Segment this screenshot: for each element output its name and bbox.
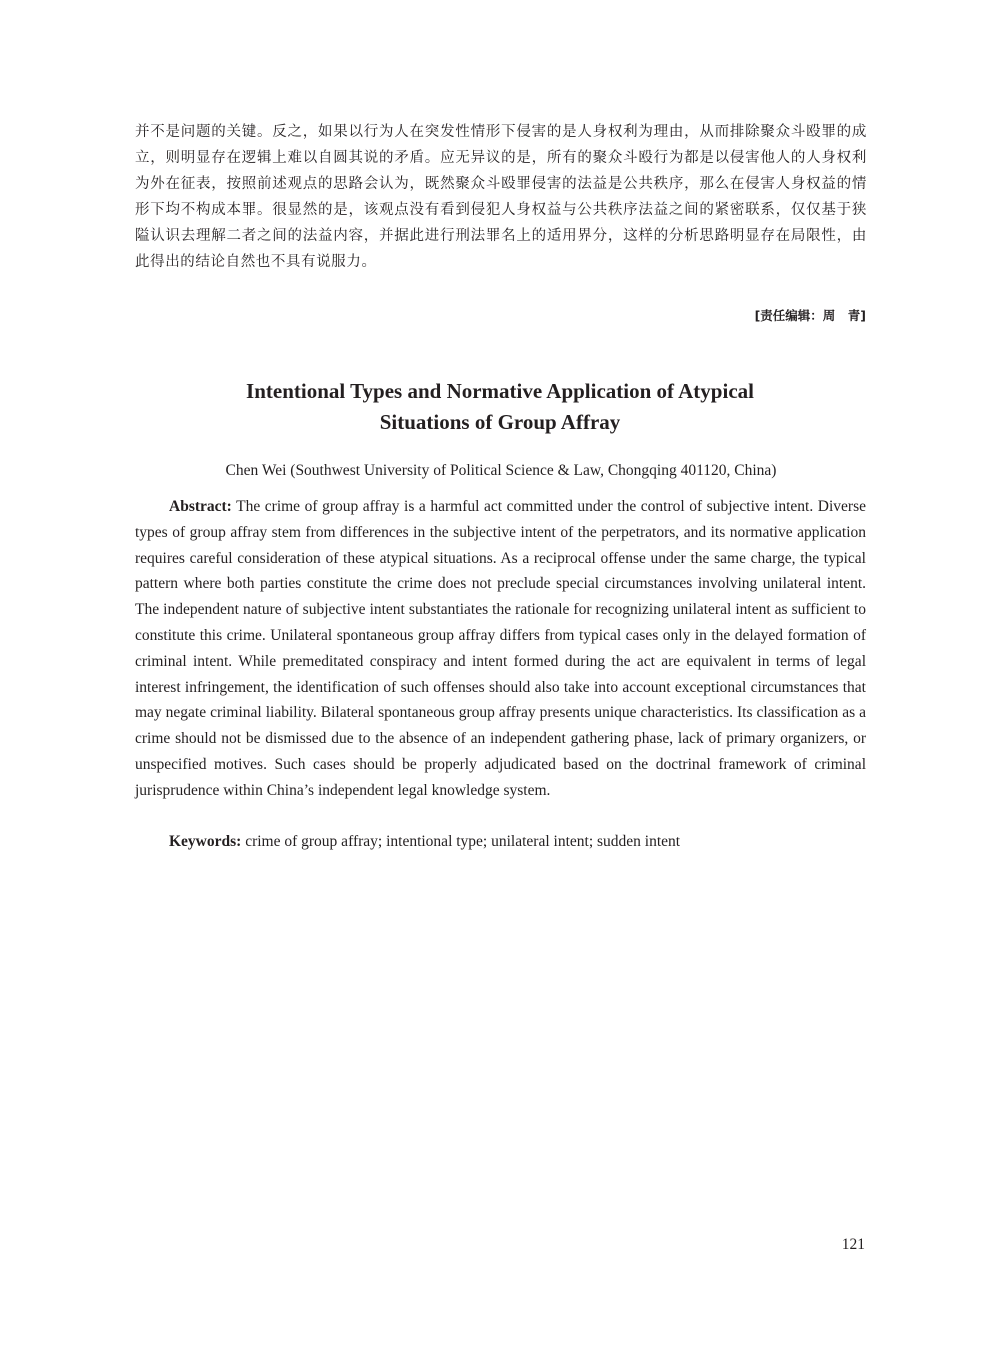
english-title-line-2: Situations of Group Affray [379,410,621,434]
abstract-label: Abstract: [169,498,232,515]
author-affiliation: Chen Wei (Southwest University of Political Science & Law, Chongqing 401120, China) [225,462,777,479]
keywords-text: crime of group affray; intentional type; unilateral intent; sudden intent [245,833,681,850]
abstract-text: The crime of group affray is a harmful act committed under the control of subjective intent. Diverse types of group affray stem from differences in the subjective intent of the perpetrators, and its normative application requires careful consideration of these atypical situations. As a reciprocal offense under the same charge, the typical pattern where both parties constitute the crime does not preclude special circumstances involving unilateral intent. The independent nature of subjective intent substantiates the rationale for recognizing unilateral intent as sufficient to constitute this crime. Unilateral spontaneous group affray differs from typical cases only in the delayed formation of criminal intent. While premeditated conspiracy and intent formed during the act are equivalent in terms of legal interest infringement, the identification of such offenses should also take into account exceptional circumstances that may negate criminal liability. Bilateral spontaneous group affray presents unique characteristics. Its classification as a crime should not be dismissed due to the absence of an independent gathering phase, lack of primary organizers, or unspecified motives. Such cases should be properly adjudicated based on the doctrinal framework of criminal jurisprudence within China’s independent legal knowledge system. [135,498,866,799]
abstract-paragraph [135,494,866,804]
page-number: 121 [841,1236,865,1253]
english-title [180,376,820,438]
english-title-line-1: Intentional Types and Normative Application of Atypical [246,379,754,403]
keywords-paragraph [135,829,866,855]
chinese-body-paragraph: 并不是问题的关键。反之，如果以行为人在突发性情形下侵害的是人身权利为理由，从而排除聚众斗殴罪的成立，则明显存在逻辑上难以自圆其说的矛盾。应无异议的是，所有的聚众斗殴行为都是以侵害他人的人身权利为外在征表，按照前述观点的思路会认为，既然聚众斗殴罪侵害的法益是公共秩序，那么在侵害人身权益的情形下均不构成本罪。很显然的是，该观点没有看到侵犯人身权益与公共秩序法益之间的紧密联系，仅仅基于狭隘认识去理解二者之间的法益内容，并据此进行刑法罪名上的适用界分，这样的分析思路明显存在局限性，由此得出的结论自然也不具有说服力。 [135,124,867,270]
responsible-editor-note: [责任编辑：周 青] [754,308,866,323]
keywords-label: Keywords: [169,833,242,850]
